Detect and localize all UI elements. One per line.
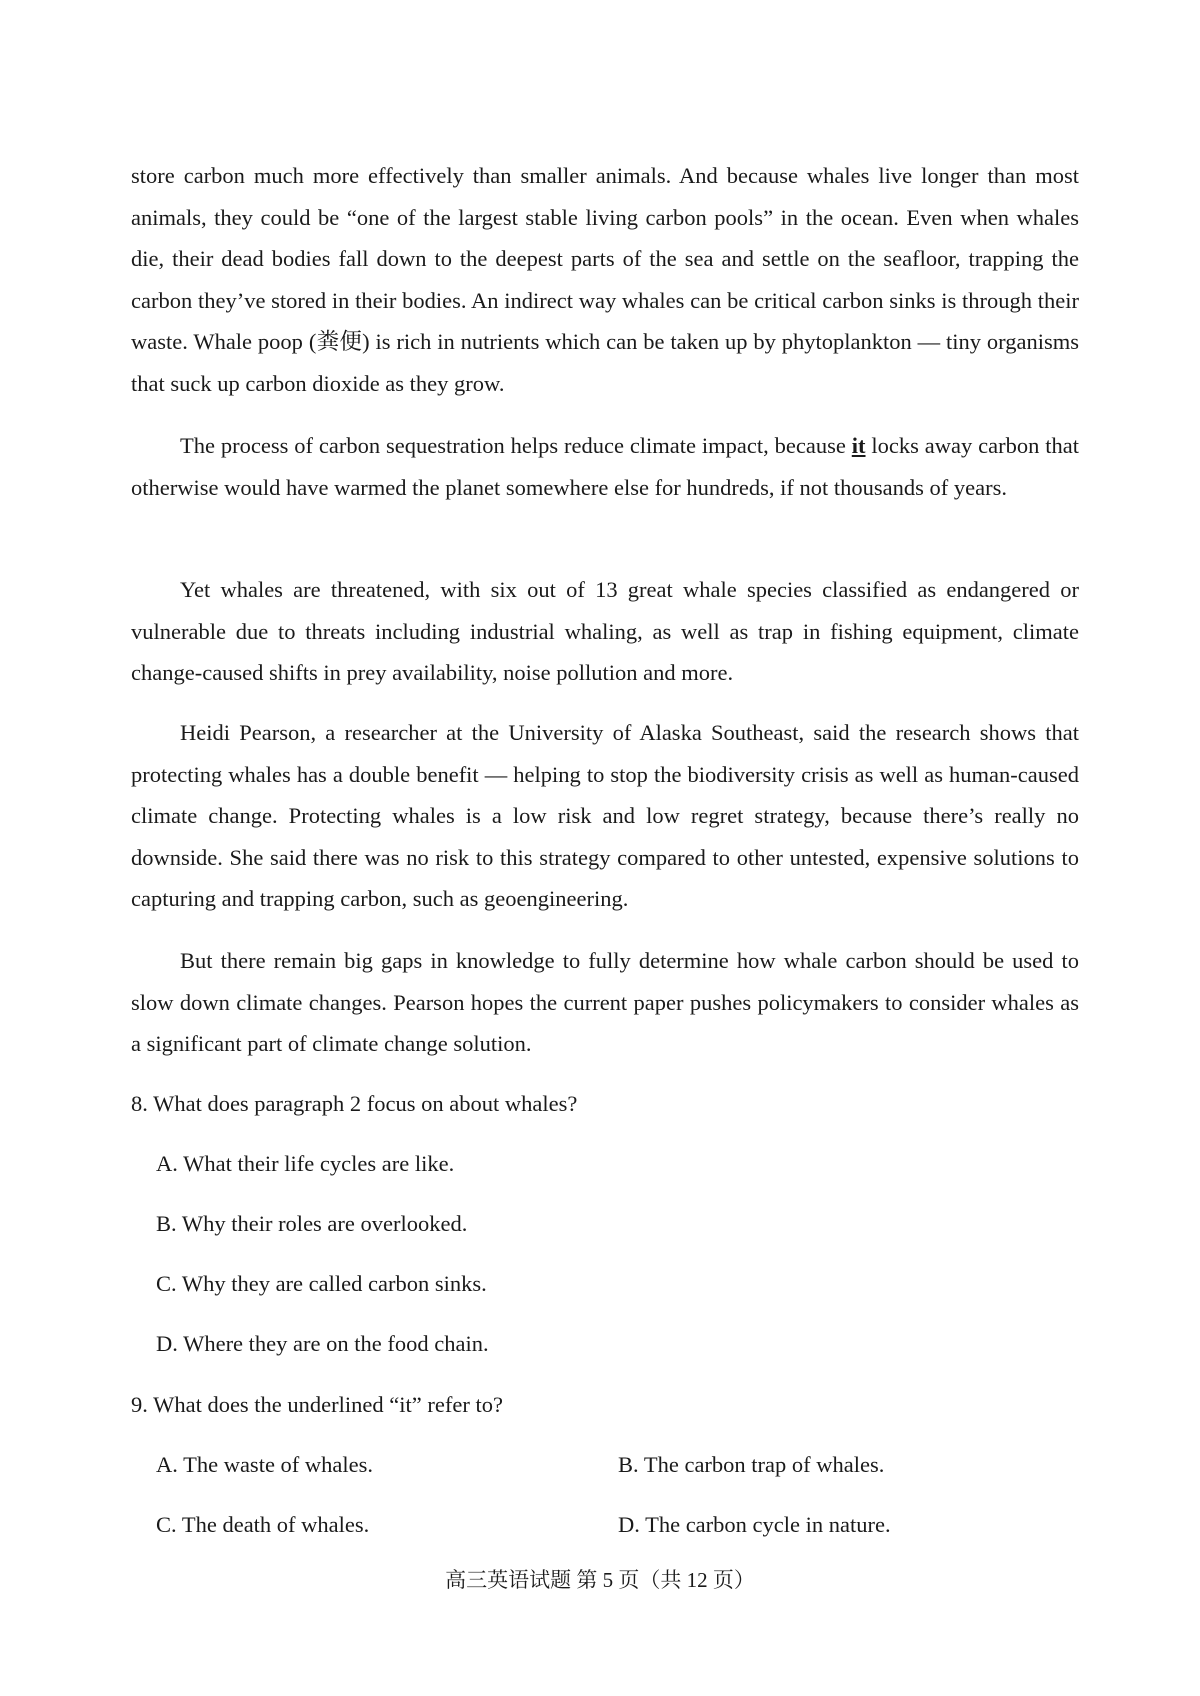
paragraph-2-text-after: locks away carbon that otherwise would have warmed the planet somewhere else for hundreds, if not thousands of years. (131, 433, 1079, 500)
question-8-option-b: B. Why their roles are overlooked. (156, 1211, 468, 1236)
page-footer: 高三英语试题 第 5 页（共 12 页） (445, 1568, 755, 1592)
underlined-it: it (851, 433, 866, 458)
passage-paragraph-5: But there remain big gaps in knowledge to fully determine how whale carbon should be used to slow down climate changes. Pearson hopes the current paper pushes policymakers to consider whales as a significant part of climate change solution. (131, 948, 1079, 1056)
question-9-option-a: A. The waste of whales. (156, 1452, 374, 1477)
question-9-option-c: C. The death of whales. (156, 1512, 370, 1537)
question-9-option-d: D. The carbon cycle in nature. (618, 1512, 891, 1537)
passage-paragraph-3: Yet whales are threatened, with six out of 13 great whale species classified as endangered or vulnerable due to threats including industrial whaling, as well as trap in fishing equipment, climate change-caused shifts in prey availability, noise pollution and more. (131, 577, 1079, 685)
paragraph-2-text-before: The process of carbon sequestration helps reduce climate impact, because (180, 433, 852, 458)
question-8-stem: 8. What does paragraph 2 focus on about whales? (131, 1091, 578, 1116)
question-8-option-c: C. Why they are called carbon sinks. (156, 1271, 487, 1296)
passage-paragraph-4: Heidi Pearson, a researcher at the University of Alaska Southeast, said the research shows that protecting whales has a double benefit — helping to stop the biodiversity crisis as well as human-caused climate change. Protecting whales is a low risk and low regret strategy, because there’s really no downside. She said there was no risk to this strategy compared to other untested, expensive solutions to capturing and trapping carbon, such as geoengineering. (131, 720, 1079, 911)
question-9-option-b: B. The carbon trap of whales. (618, 1452, 885, 1477)
question-9-stem: 9. What does the underlined “it” refer to? (131, 1392, 503, 1417)
question-8-option-a: A. What their life cycles are like. (156, 1151, 455, 1176)
passage-paragraph-1: store carbon much more effectively than smaller animals. And because whales live longer than most animals, they could be “one of the largest stable living carbon pools” in the ocean. Even when whales die, their dead bodies fall down to the deepest parts of the sea and settle on the seafloor, trapping the carbon they’ve stored in their bodies. An indirect way whales can be critical carbon sinks is through their waste. Whale poop (粪便) is rich in nutrients which can be taken up by phytoplankton — tiny organisms that suck up carbon dioxide as they grow. (131, 163, 1079, 396)
question-8-option-d: D. Where they are on the food chain. (156, 1331, 489, 1356)
passage-paragraph-2 (131, 425, 1079, 508)
